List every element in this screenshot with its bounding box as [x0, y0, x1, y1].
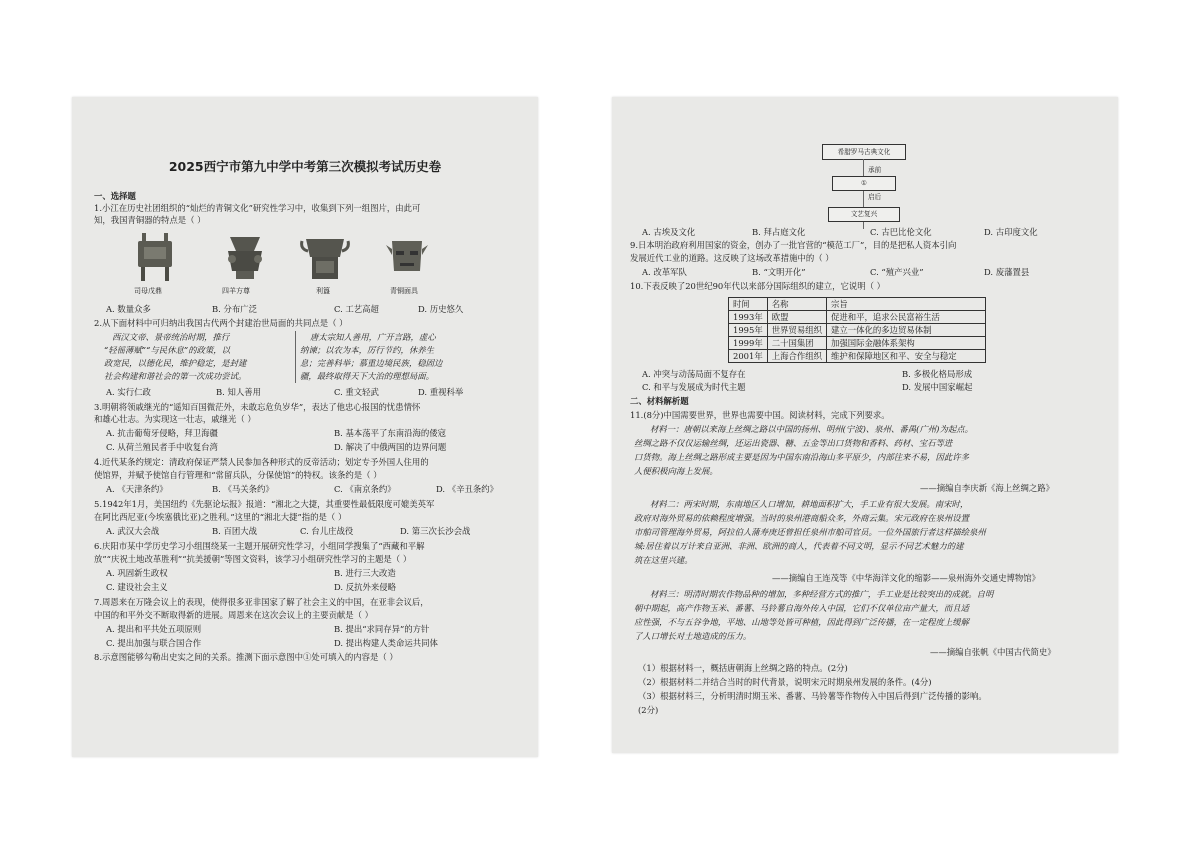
q8-option-b[interactable]: B. 拜占庭文化	[752, 227, 806, 237]
q2-material-divider	[295, 331, 296, 383]
q3-option-a[interactable]: A. 抗击葡萄牙侵略，拜卫海疆	[106, 428, 218, 438]
table-cell: 世界贸易组织	[767, 324, 826, 337]
q2-option-d[interactable]: D. 重视科举	[418, 387, 464, 397]
q3-stem-line2: 和雄心壮志。为实现这一壮志，戚继光（ ）	[94, 414, 256, 424]
q5-option-d[interactable]: D. 第三次长沙会战	[400, 526, 471, 536]
bronze-mask-image	[384, 231, 430, 283]
q7-option-b[interactable]: B. 提出“求同存异”的方针	[334, 624, 430, 634]
q10-stem: 10.下表反映了20世纪90年代以来部分国际组织的建立，它说明（ ）	[630, 281, 886, 291]
q10-option-b[interactable]: B. 多极化格局形成	[902, 369, 973, 379]
caption-li-gui: 利簋	[316, 287, 330, 295]
diagram-box-renaissance: 文艺复兴	[828, 207, 900, 222]
q11-material2-line5: 筑在这里兴建。	[634, 555, 693, 565]
q10-option-a[interactable]: A. 冲突与动荡局面不复存在	[642, 369, 746, 379]
caption-simuwu-ding: 司母戊鼎	[134, 287, 162, 295]
q10-option-d[interactable]: D. 发展中国家崛起	[902, 382, 973, 392]
q4-option-c[interactable]: C. 《南京条约》	[334, 484, 396, 494]
q1-stem-line1: 1.小江在历史社团组织的“灿烂的青铜文化”研究性学习中，收集到下列一组图片，由此可	[94, 203, 421, 213]
q2-material-right-4: 疆，最终取得天下大治的理想局面。	[300, 371, 434, 381]
q2-option-b[interactable]: B. 知人善用	[216, 387, 261, 397]
table-cell: 1995年	[729, 324, 768, 337]
q6-option-c[interactable]: C. 建设社会主义	[106, 582, 168, 592]
q2-material-left-4: 社会构建和谐社会的第一次成功尝试。	[104, 371, 247, 381]
diagram-arrow-label-2: 启后	[868, 193, 882, 201]
q2-material-right-2: 纳谏；以农为本，厉行节约，休养生	[300, 345, 434, 355]
q11-requirement-3: （3）根据材料三，分析明清时期玉米、番薯、马铃薯等作物传入中国后得到广泛传播的影响。	[638, 691, 987, 701]
diagram-arrow-label-1: 承前	[868, 166, 882, 174]
q11-material3-source: ——摘编自张帆《中国古代简史》	[930, 647, 1056, 657]
q5-option-a[interactable]: A. 武汉大会战	[106, 526, 160, 536]
table-row	[729, 337, 986, 350]
q9-option-d[interactable]: D. 废藩置县	[984, 267, 1030, 277]
exam-page-left	[72, 97, 538, 757]
q7-option-a[interactable]: A. 提出和平共处五项原则	[106, 624, 202, 634]
q9-stem-line1: 9.日本明治政府利用国家的资金，创办了一批官营的“模范工厂”，目的是把私人资本引向	[630, 240, 957, 250]
q6-option-a[interactable]: A. 巩固新生政权	[106, 568, 168, 578]
q6-option-d[interactable]: D. 反抗外来侵略	[334, 582, 396, 592]
li-gui-image	[300, 231, 350, 283]
organizations-table	[728, 297, 986, 363]
table-cell: 二十国集团	[767, 337, 826, 350]
table-cell: 2001年	[729, 350, 768, 363]
q11-material2-line4: 城:居住着以万计来自亚洲、非洲、欧洲的商人，代表着不同文明，显示不同艺术魅力的建	[634, 541, 964, 551]
table-row	[729, 311, 986, 324]
q11-material1-line1: 材料一：唐朝以来海上丝绸之路以中国的扬州、明州(宁波)、泉州、番禺(广州)为起点。	[650, 424, 973, 434]
q2-option-c[interactable]: C. 重文轻武	[334, 387, 379, 397]
q2-stem: 2.从下面材料中可归纳出我国古代两个封建治世局面的共同点是（ ）	[94, 318, 348, 328]
table-cell: 促进和平，追求公民富裕生活	[826, 311, 985, 324]
q2-material-right-1: 唐太宗知人善用，广开言路，虚心	[310, 332, 436, 342]
diagram-box-classical: 希腊罗马古典文化	[822, 144, 906, 160]
q2-material-left-3: 政宽民，以德化民，维护稳定，是封建	[104, 358, 247, 368]
q1-option-a[interactable]: A. 数量众多	[106, 304, 151, 314]
q11-stem: 11.(8分)中国需要世界，世界也需要中国。阅读材料，完成下列要求。	[630, 410, 890, 420]
q11-material3-line4: 了人口增长对土地造成的压力。	[634, 631, 752, 641]
q4-stem-line2: 使馆界，并赋予使馆自行管理和“常留兵队，分保使馆”的特权。该条约是（ ）	[94, 470, 382, 480]
table-cell: 维护和保障地区和平、安全与稳定	[826, 350, 985, 363]
q2-option-a[interactable]: A. 实行仁政	[106, 387, 151, 397]
q11-requirement-1: （1）根据材料一，概括唐朝海上丝绸之路的特点。(2分)	[638, 663, 848, 673]
table-header-cell: 时间	[729, 298, 768, 311]
q3-stem-line1: 3.明朝将领戚继光的“遥知百国微茫外，未敢忘危负岁华”，表达了他忠心报国的忧患情怀	[94, 402, 421, 412]
q9-stem-line2: 发展近代工业的道路。这反映了这场改革措施中的（ ）	[630, 253, 834, 263]
diagram-box-blank: ①	[832, 176, 896, 191]
q5-option-c[interactable]: C. 台儿庄战役	[300, 526, 354, 536]
q11-material2-source: ——摘编自王连茂等《中华海洋文化的缩影——泉州海外交通史博物馆》	[772, 573, 1040, 583]
q4-option-b[interactable]: B. 《马关条约》	[212, 484, 274, 494]
q4-option-d[interactable]: D. 《辛丑条约》	[436, 484, 498, 494]
q11-material2-line1: 材料二：两宋时期，东南地区人口增加，耕地面积扩大，手工业有很大发展。南宋时，	[650, 499, 969, 509]
q9-option-c[interactable]: C. “殖产兴业”	[870, 267, 924, 277]
q8-stem: 8.示意图能够勾勒出史实之间的关系。推测下面示意图中①处可填入的内容是（ ）	[94, 652, 398, 662]
q11-material1-source: ——摘编自李庆新《海上丝绸之路》	[920, 483, 1054, 493]
section-choice-heading: 一、选择题	[94, 191, 136, 201]
q3-option-c[interactable]: C. 从荷兰殖民者手中收复台湾	[106, 442, 218, 452]
q1-option-c[interactable]: C. 工艺高超	[334, 304, 379, 314]
q11-material1-line4: 人便积极向海上发展。	[634, 466, 718, 476]
table-row	[729, 324, 986, 337]
q11-material1-line2: 丝绸之路不仅仅运输丝绸，还运出瓷器、糖、五金等出口货物和香料、药材、宝石等进	[634, 438, 953, 448]
q6-stem-line1: 6.庆阳市某中学历史学习小组围绕某一主题开展研究性学习，小组同学搜集了“西藏和平解	[94, 541, 425, 551]
section-material-heading: 二、材料解析题	[630, 396, 689, 406]
q11-material2-line3: 市舶司管理海外贸易，阿拉伯人蒲寿庚还曾担任泉州市舶司官员。一位外国旅行者这样描绘泉州	[634, 527, 986, 537]
q5-stem-line2: 在阿比西尼亚(今埃塞俄比亚)之胜利。”这里的“湘北大捷”指的是（ ）	[94, 512, 347, 522]
table-header-row	[729, 298, 986, 311]
q11-material3-line2: 朝中期起，高产作物玉米、番薯、马铃薯自海外传入中国，它们不仅单位亩产量大，而且适	[634, 603, 969, 613]
q11-requirement-3-points: (2分)	[638, 705, 659, 715]
siyang-fangzun-image	[222, 233, 268, 283]
table-cell: 1999年	[729, 337, 768, 350]
q11-material2-line2: 政府对海外贸易的依赖程度增强。当时的泉州港商船众多，外商云集。宋元政府在泉州设置	[634, 513, 969, 523]
q10-option-c[interactable]: C. 和平与发展成为时代主题	[642, 382, 746, 392]
table-cell: 加强国际金融体系架构	[826, 337, 985, 350]
table-row	[729, 350, 986, 363]
caption-siyang-fangzun: 四羊方尊	[222, 287, 250, 295]
q11-requirement-2: （2）根据材料二并结合当时的时代背景，说明宋元时期泉州发展的条件。(4分)	[638, 677, 932, 687]
q1-option-d[interactable]: D. 历史悠久	[418, 304, 464, 314]
q7-option-d[interactable]: D. 提出构建人类命运共同体	[334, 638, 438, 648]
q7-stem-line1: 7.周恩来在万隆会议上的表现，使得很多亚非国家了解了社会主义的中国，在亚非会议后，	[94, 597, 429, 607]
q1-stem-line2: 知，我国青铜器的特点是（ ）	[94, 215, 206, 225]
table-cell: 1993年	[729, 311, 768, 324]
q7-option-c[interactable]: C. 提出加强与联合国合作	[106, 638, 202, 648]
table-header-cell: 名称	[767, 298, 826, 311]
q8-option-d[interactable]: D. 古印度文化	[984, 227, 1038, 237]
q7-stem-line2: 中国的和平外交不断取得新的进展。周恩来在这次会议上的主要贡献是（ ）	[94, 610, 374, 620]
q11-material3-line3: 应性强，不与五谷争地，平地、山地等处皆可种植，因此得到广泛传播，在一定程度上缓解	[634, 617, 969, 627]
simuwu-ding-image	[132, 231, 178, 283]
q8-option-a[interactable]: A. 古埃及文化	[642, 227, 696, 237]
table-cell: 建立一体化的多边贸易体制	[826, 324, 985, 337]
q9-option-a[interactable]: A. 改革军队	[642, 267, 687, 277]
exam-title: 2025西宁市第九中学中考第三次模拟考试历史卷	[168, 159, 442, 174]
table-header-cell: 宗旨	[826, 298, 985, 311]
q6-stem-line2: 放”“庆祝土地改革胜利”“抗美援朝”等图文资料，该学习小组研究性学习的主题是（ ）	[94, 554, 412, 564]
q8-option-c[interactable]: C. 古巴比伦文化	[870, 227, 932, 237]
q3-option-b[interactable]: B. 基本荡平了东南沿海的倭寇	[334, 428, 446, 438]
exam-page-right	[612, 97, 1118, 753]
q4-stem-line1: 4.近代某条约规定：清政府保证严禁人民参加各种形式的反帝活动；划定专予外国人住用的	[94, 457, 429, 467]
caption-bronze-mask: 青铜面具	[390, 287, 418, 295]
q2-material-left-2: “轻徭薄赋”“与民休息”的政策，以	[104, 345, 231, 355]
q2-material-right-3: 息；完善科举；慕重边境民族，稳固边	[300, 358, 443, 368]
q11-material1-line3: 口货物。海上丝绸之路形成主要是因为中国东南沿海山多平原少，内部往来不易，因此许多	[634, 452, 969, 462]
q1-option-b[interactable]: B. 分布广泛	[212, 304, 257, 314]
q9-option-b[interactable]: B. “文明开化”	[752, 267, 806, 277]
q3-option-d[interactable]: D. 解决了中俄两国的边界问题	[334, 442, 447, 452]
q5-stem-line1: 5.1942年1月，美国纽约《先驱论坛报》报道：“湘北之大捷，其重要性最低限度可媲美英军	[94, 499, 435, 509]
q5-option-b[interactable]: B. 百团大战	[212, 526, 257, 536]
q6-option-b[interactable]: B. 进行三大改造	[334, 568, 396, 578]
q4-option-a[interactable]: A. 《天津条约》	[106, 484, 168, 494]
q2-material-left-1: 西汉文帝、景帝统治时期，推行	[112, 332, 230, 342]
table-cell: 上海合作组织	[767, 350, 826, 363]
q11-material3-line1: 材料三：明清时期农作物品种的增加，多种经营方式的推广，手工业是比较突出的成就。自明	[650, 589, 994, 599]
table-cell: 欧盟	[767, 311, 826, 324]
